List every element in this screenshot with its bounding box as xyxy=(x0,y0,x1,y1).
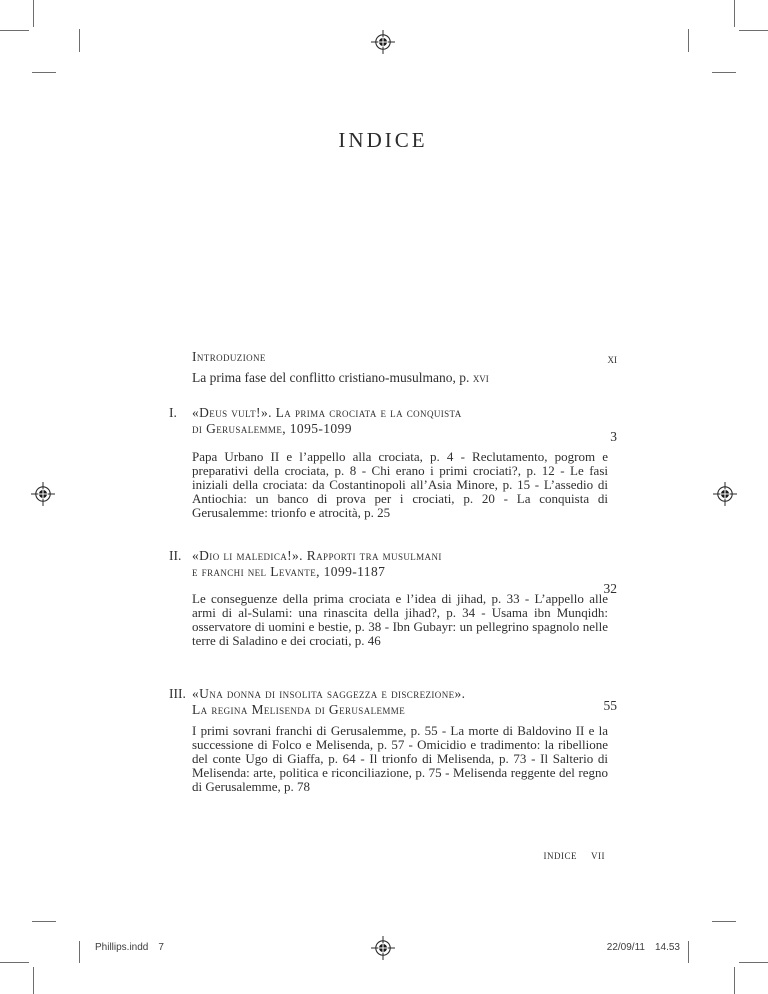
crop-mark xyxy=(688,941,689,963)
chapter-numeral: I. xyxy=(169,405,177,420)
slug-sheet-number: 7 xyxy=(158,942,164,953)
chapter-title-line1: «Una donna di insolita saggezza e discrezione». xyxy=(192,686,466,701)
chapter-numeral: II. xyxy=(169,548,182,563)
chapter-title-line2: e franchi nel Levante, 1099-1187 xyxy=(192,563,386,579)
crop-mark xyxy=(0,30,29,31)
intro-subline-text: La prima fase del conflitto cristiano-musulmano, p. xyxy=(192,370,473,385)
slug-filename xyxy=(95,942,164,953)
chapter-title-line1: «Dio li maledica!». Rapporti tra musulmani xyxy=(192,548,442,563)
crop-mark xyxy=(79,29,80,52)
chapter-title xyxy=(192,686,465,717)
slug-file: Phillips.indd xyxy=(95,942,149,953)
chapter-summary: Papa Urbano II e l’appello alla crociata, p. 4 - Reclutamento, pogrom e preparativi della crociata, p. 8 - Chi erano i primi crociati?, p. 12 - Le fasi iniziali della crociata: da Costantinopoli all’Asia Minore, p. 15 - L’assedio di Antiochia: un banco di prova per i crociati, p. 20 - La conquista di Gerusalemme: trionfo e atrocità, p. 25 xyxy=(192,449,608,520)
registration-mark-icon xyxy=(371,30,395,54)
slug-time: 14.53 xyxy=(654,942,680,953)
crop-mark xyxy=(739,30,768,31)
chapter-title-line1: «Deus vult!». La prima crociata e la conquista xyxy=(192,405,462,420)
chapter-title xyxy=(192,548,442,579)
slug-date: 22/09/11 xyxy=(606,942,645,953)
chapter-page-number: 3 xyxy=(610,429,617,444)
chapter-page-number: 55 xyxy=(603,698,617,713)
chapter-title-line2: La regina Melisenda di Gerusalemme xyxy=(192,701,406,717)
registration-mark-icon xyxy=(31,482,55,506)
intro-subline-pageref: xvi xyxy=(472,370,489,385)
chapter-page-number: 32 xyxy=(603,581,617,596)
intro-subline xyxy=(192,370,489,386)
footer-page-number: vii xyxy=(591,847,605,862)
crop-mark xyxy=(79,941,80,963)
registration-mark-icon xyxy=(713,482,737,506)
crop-mark xyxy=(688,29,689,52)
chapter-title-line2: di Gerusalemme, 1095-1099 xyxy=(192,420,352,436)
intro-label: Introduzione xyxy=(192,349,266,364)
chapter-title xyxy=(192,405,462,436)
crop-mark xyxy=(712,921,736,922)
crop-mark xyxy=(32,72,56,73)
chapter-summary: I primi sovrani franchi di Gerusalemme, p. 55 - La morte di Baldovino II e la successione di Folco e Melisenda, p. 57 - Omicidio e tradimento: la ribellione del conte Ugo di Giaffa, p. 64 - Il trionfo di Melisenda, p. 73 - Il Salterio di Melisenda: arte, politica e riconciliazione, p. 75 - Melisenda reggente del regno di Gerusalemme, p. 78 xyxy=(192,723,608,794)
crop-mark xyxy=(33,967,34,994)
crop-mark xyxy=(734,0,735,27)
chapter-numeral: III. xyxy=(169,686,186,701)
crop-mark xyxy=(32,921,56,922)
crop-mark xyxy=(739,962,768,963)
crop-mark xyxy=(712,72,736,73)
running-footer xyxy=(544,847,606,863)
footer-label: indice xyxy=(543,847,577,862)
slug-datetime xyxy=(607,942,680,953)
intro-page-number: xi xyxy=(607,351,617,366)
crop-mark xyxy=(734,967,735,994)
page-title: INDICE xyxy=(338,128,428,152)
registration-mark-icon xyxy=(371,936,395,960)
crop-mark xyxy=(0,962,29,963)
chapter-summary: Le conseguenze della prima crociata e l’idea di jihad, p. 33 - L’appello alle armi di al-Sulami: una rinascita della jihad?, p. 34 - Usama ibn Munqidh: osservatore di uomini e bestie, p. 38 - Ibn Gubayr: un pellegrino spagnolo nelle terre di Saladino e dei crociati, p. 46 xyxy=(192,591,608,648)
crop-mark xyxy=(33,0,34,27)
